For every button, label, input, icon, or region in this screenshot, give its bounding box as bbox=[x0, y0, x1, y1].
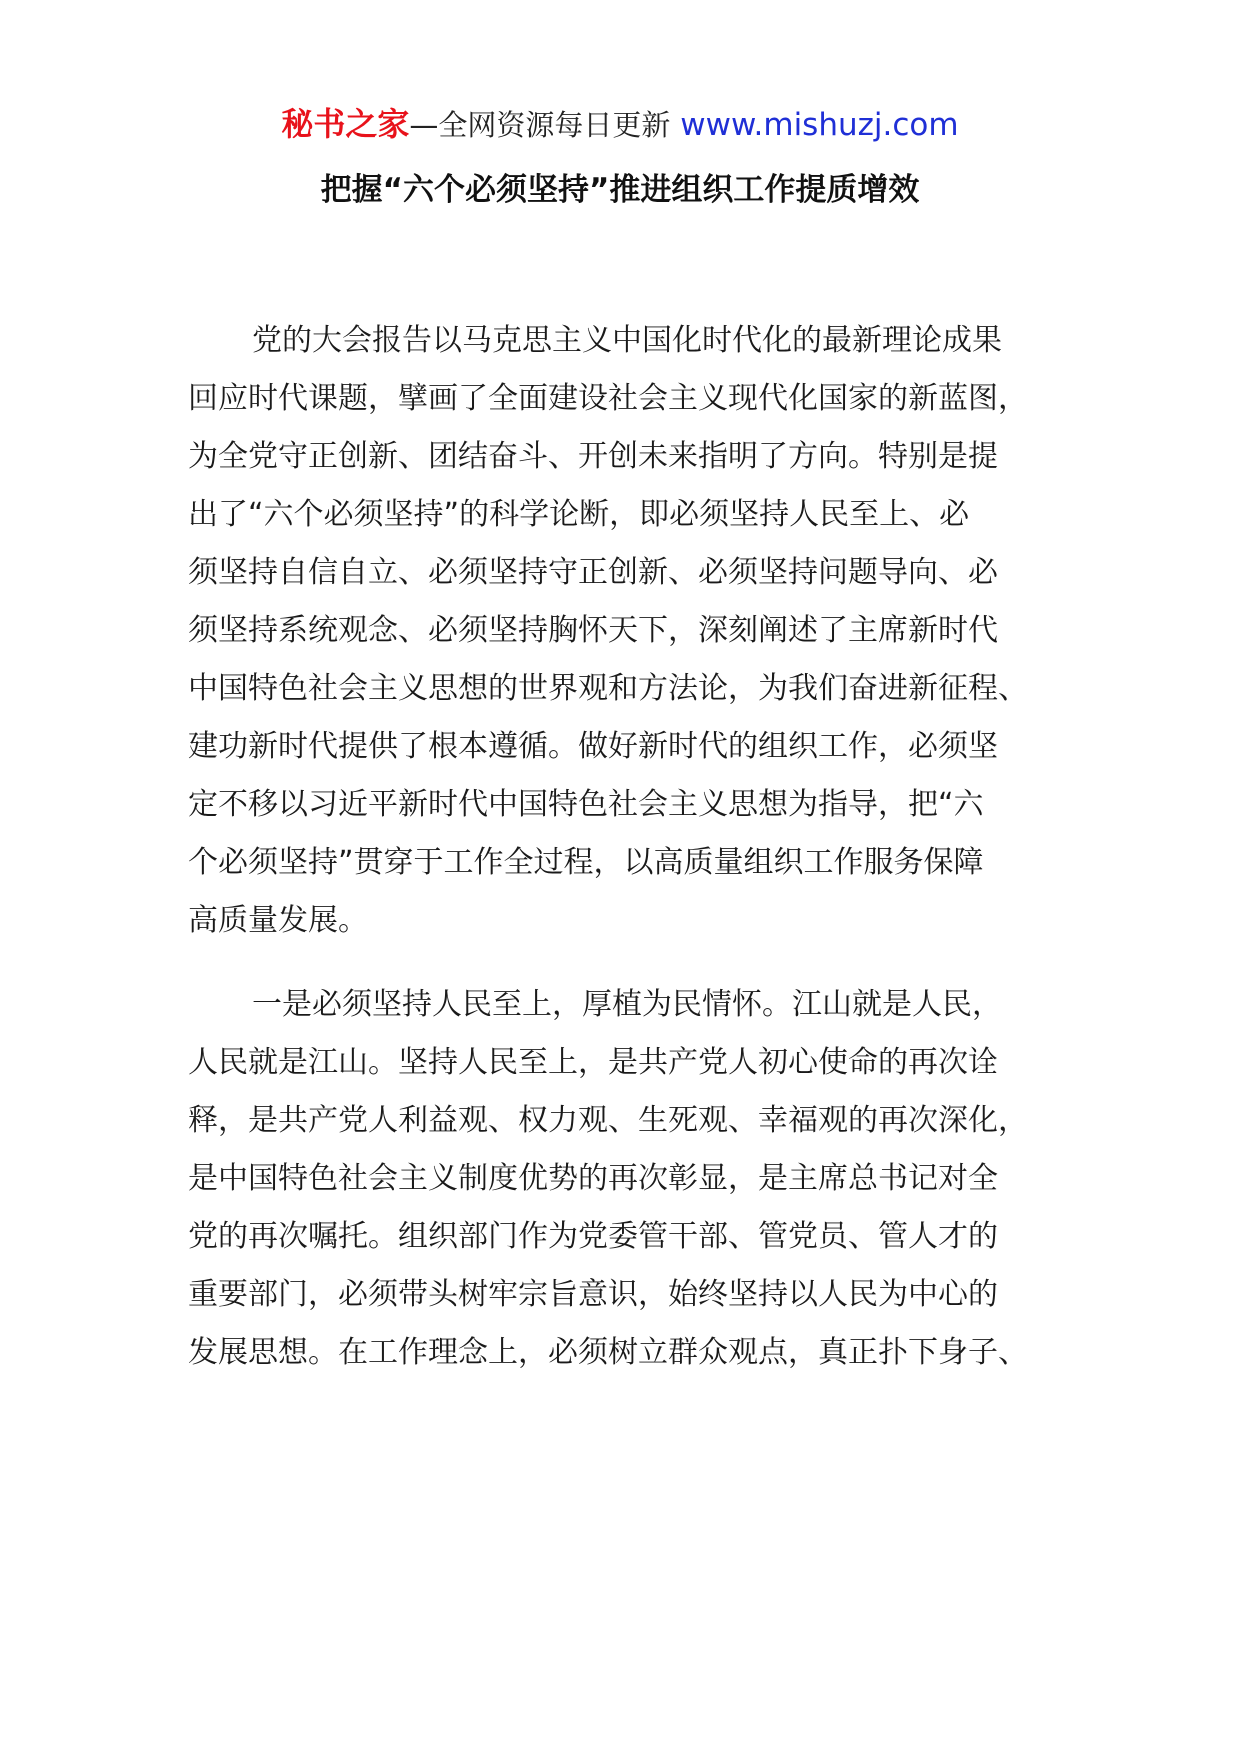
paragraph-line: 党的大会报告以马克思主义中国化时代化的最新理论成果 bbox=[252, 323, 1002, 358]
paragraph-line: 定不移以习近平新时代中国特色社会主义思想为指导，把“六 bbox=[188, 787, 984, 822]
paragraph-line: 回应时代课题，擘画了全面建设社会主义现代化国家的新蓝图， bbox=[188, 381, 1028, 416]
paragraph-line: 高质量发展。 bbox=[188, 903, 368, 938]
paragraph-line: 个必须坚持”贯穿于工作全过程，以高质量组织工作服务保障 bbox=[188, 845, 984, 880]
site-header bbox=[0, 102, 1240, 147]
header-tagline: —全网资源每日更新 bbox=[409, 108, 671, 142]
paragraph-line: 建功新时代提供了根本遵循。做好新时代的组织工作，必须坚 bbox=[188, 729, 998, 764]
paragraph-line: 为全党守正创新、团结奋斗、开创未来指明了方向。特别是提 bbox=[188, 439, 998, 474]
paragraph-line: 须坚持自信自立、必须坚持守正创新、必须坚持问题导向、必 bbox=[188, 555, 998, 590]
document-title: 把握“六个必须坚持”推进组织工作提质增效 bbox=[320, 172, 920, 208]
site-url-link[interactable]: www.mishuzj.com bbox=[680, 107, 959, 143]
paragraph-line: 须坚持系统观念、必须坚持胸怀天下，深刻阐述了主席新时代 bbox=[188, 613, 998, 648]
paragraph-line: 人民就是江山。坚持人民至上，是共产党人初心使命的再次诠 bbox=[188, 1045, 998, 1080]
paragraph-line: 党的再次嘱托。组织部门作为党委管干部、管党员、管人才的 bbox=[188, 1219, 998, 1254]
paragraph-line: 中国特色社会主义思想的世界观和方法论，为我们奋进新征程、 bbox=[188, 671, 1028, 706]
paragraph-line: 出了“六个必须坚持”的科学论断，即必须坚持人民至上、必 bbox=[188, 497, 970, 532]
paragraph-line: 重要部门，必须带头树牢宗旨意识，始终坚持以人民为中心的 bbox=[188, 1277, 998, 1312]
paragraph-line: 发展思想。在工作理念上，必须树立群众观点，真正扑下身子、 bbox=[188, 1335, 1028, 1370]
paragraph-line: 是中国特色社会主义制度优势的再次彰显，是主席总书记对全 bbox=[188, 1161, 998, 1196]
brand-name: 秘书之家 bbox=[281, 105, 410, 143]
paragraph-line: 一是必须坚持人民至上，厚植为民情怀。江山就是人民， bbox=[252, 987, 1002, 1022]
paragraph-line: 释，是共产党人利益观、权力观、生死观、幸福观的再次深化， bbox=[188, 1103, 1028, 1138]
